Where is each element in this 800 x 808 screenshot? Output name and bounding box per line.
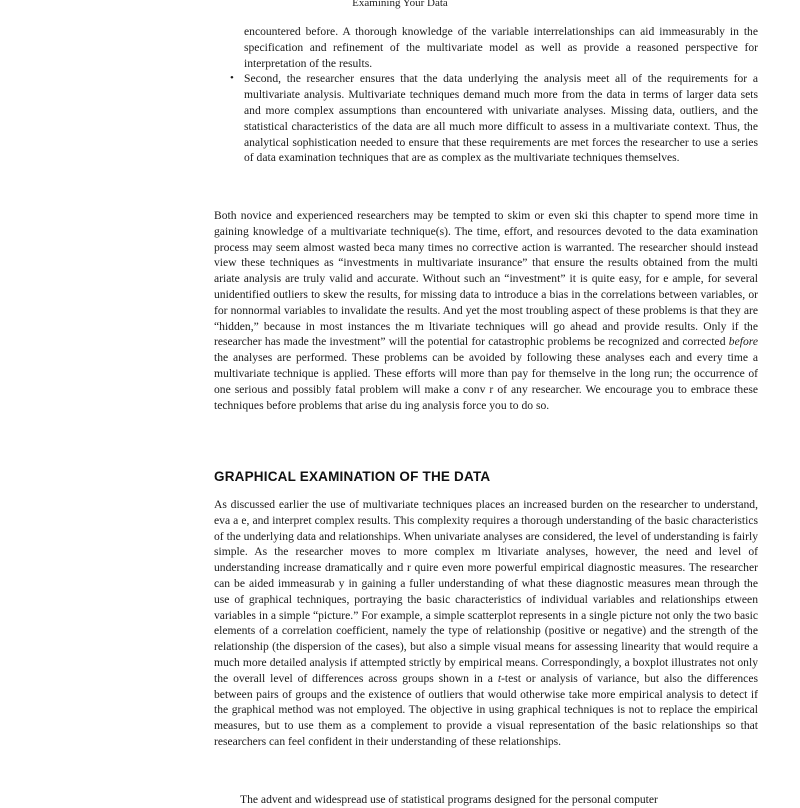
bullet-item-second <box>230 71 758 166</box>
section-heading: GRAPHICAL EXAMINATION OF THE DATA <box>214 469 491 484</box>
cutoff-next-paragraph: The advent and widespread use of statistical programs designed for the personal computer <box>240 793 658 806</box>
paragraph-data-examination-importance <box>214 208 758 413</box>
running-head: Examining Your Data <box>352 0 448 9</box>
paragraph1-part1: Both novice and experienced researchers may be tempted to skim or even ski this chapter to spend more time in gaining knowledge of a multivariate technique(s). The time, effort, and resources devoted to the data examination process may seem almost wasted beca many times no corrective action is warranted. The researcher should instead view these techniques as “investments in multivariate insurance” that ensure the results obtained from the multi ariate analysis are truly valid and accurate. Without such an “investment” it is quite easy, for e ample, for several unidentified outliers to skew the results, for missing data to introduce a bias in the correlations between variables, or for nonnormal variables to invalidate the results. And yet the most troubling aspect of these problems is that they are “hidden,” because in most instances the m ltivariate techniques will go ahead and provide results. Only if the researcher has made the investment” will the potential for catastrophic problems be recognized and corrected <box>214 209 758 349</box>
bullet-marker: • <box>230 72 234 85</box>
paragraph2-part2: -test or analysis of variance, but also the differences between pairs of groups and the existence of outliers that would otherwise take more empirical analysis to detect if the graphical method was not employed. The objective in using graphical techniques is not to replace the empirical measures, but to use them as a complement to provide a visual representation of the basic relationships so that researchers can feel confident in their understanding of these relationships. <box>214 671 758 748</box>
paragraph2-emphasis: t <box>497 671 502 685</box>
paragraph2-part1: As discussed earlier the use of multivariate techniques places an increased burden on the researcher to understand, eva a e, and interpret complex results. This complexity requires a thorough understanding of the basic characteristics of the underlying data and relationships. When univariate analyses are considered, the level of understanding is fairly simple. As the researcher moves to more complex m ltivariate analyses, however, the need and level of understanding increase dramatically and r quire even more powerful empirical diagnostic measures. The researcher can be aided immeasurab y in gaining a fuller understanding of what these diagnostic measures mean through the use of graphical techniques, portraying the basic characteristics of individual variables and relationships etween variables in a simple “picture.” For example, a simple scatterplot represents in a single picture not only the two basic elements of a correlation coefficient, namely the type of relationship (positive or negative) and the strength of the relationship (the dispersion of the cases), but also a simple visual means for assessing linearity that would require a much more detailed analysis if attempted strictly by empirical means. Correspondingly, a boxplot illustrates not only the overall level of differences across groups shown in a <box>214 498 758 685</box>
bullet-item-second-text: Second, the researcher ensures that the data underlying the analysis meet all of the requirements for a multivariate analysis. Multivariate techniques demand much more from the data in terms of larger data sets and more complex assumptions than encountered with univariate analyses. Missing data, outliers, and the statistical characteristics of the data are all much more difficult to assess in a multivariate context. Thus, the analytical sophistication needed to ensure that these requirements are met forces the researcher to use a series of data examination techniques that are as complex as the multivariate techniques themselves. <box>244 72 758 165</box>
paragraph-graphical-examination <box>214 497 758 750</box>
paragraph1-part2: the analyses are performed. These problems can be avoided by following these analyses each and every time a multivariate technique is applied. These efforts will more than pay for themselve in the long run; the occurrence of one serious and possibly fatal problem will make a conv r of any researcher. We encourage you to embrace these techniques before problems that arise du ing analysis force you to do so. <box>214 351 758 412</box>
paragraph1-emphasis: before <box>728 335 758 349</box>
bullet-list <box>230 24 758 166</box>
bullet-continuation: encountered before. A thorough knowledge of the variable interrelationships can aid immeasurably in the specification and refinement of the multivariate model as well as provide a reasoned perspective for interpretation of the results. <box>244 25 758 70</box>
